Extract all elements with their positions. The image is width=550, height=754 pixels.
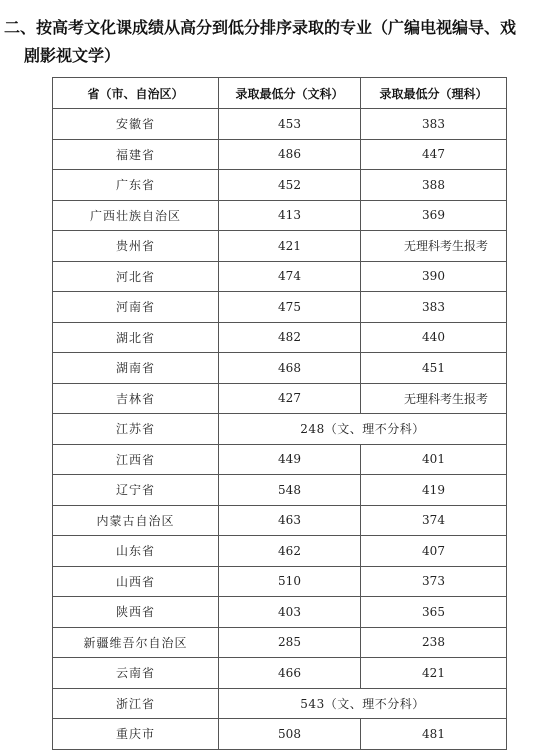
table-row — [53, 627, 507, 658]
table-row — [53, 383, 507, 414]
liberal-score-cell: 468 — [219, 353, 361, 384]
science-score-cell: 421 — [361, 658, 507, 689]
province-cell: 湖南省 — [53, 353, 219, 384]
province-cell: 广西壮族自治区 — [53, 200, 219, 231]
science-score-cell: 373 — [361, 566, 507, 597]
province-cell: 新疆维吾尔自治区 — [53, 627, 219, 658]
header-min-score-liberal: 录取最低分（文科） — [219, 78, 361, 109]
province-cell: 重庆市 — [53, 719, 219, 750]
science-score-cell: 238 — [361, 627, 507, 658]
province-cell: 江西省 — [53, 444, 219, 475]
science-score-cell: 383 — [361, 109, 507, 140]
liberal-score-cell: 285 — [219, 627, 361, 658]
province-cell: 陕西省 — [53, 597, 219, 628]
science-score-cell: 451 — [361, 353, 507, 384]
liberal-score-cell: 510 — [219, 566, 361, 597]
liberal-score-cell: 486 — [219, 139, 361, 170]
science-score-cell: 419 — [361, 475, 507, 506]
table-row — [53, 261, 507, 292]
combined-score-cell: 543（文、理不分科） — [219, 688, 507, 719]
liberal-score-cell: 413 — [219, 200, 361, 231]
science-score-cell: 无理科考生报考 — [361, 383, 507, 414]
table-row — [53, 231, 507, 262]
province-cell: 安徽省 — [53, 109, 219, 140]
liberal-score-cell: 482 — [219, 322, 361, 353]
section-heading-line-1: 二、按高考文化课成绩从高分到低分排序录取的专业（广编电视编导、戏 — [4, 18, 517, 37]
table-row — [53, 719, 507, 750]
table-row — [53, 475, 507, 506]
table-row — [53, 322, 507, 353]
province-cell: 山西省 — [53, 566, 219, 597]
liberal-score-cell: 508 — [219, 719, 361, 750]
table-body — [53, 109, 507, 750]
province-cell: 吉林省 — [53, 383, 219, 414]
science-score-cell: 374 — [361, 505, 507, 536]
table-row — [53, 688, 507, 719]
table-row — [53, 444, 507, 475]
science-score-cell: 383 — [361, 292, 507, 323]
province-cell: 广东省 — [53, 170, 219, 201]
province-cell: 辽宁省 — [53, 475, 219, 506]
combined-score-cell: 248（文、理不分科） — [219, 414, 507, 445]
section-heading-line-2: 剧影视文学） — [24, 46, 121, 65]
province-cell: 江苏省 — [53, 414, 219, 445]
table-row — [53, 292, 507, 323]
table-row — [53, 566, 507, 597]
province-cell: 山东省 — [53, 536, 219, 567]
province-cell: 云南省 — [53, 658, 219, 689]
science-score-cell: 407 — [361, 536, 507, 567]
liberal-score-cell: 474 — [219, 261, 361, 292]
header-province: 省（市、自治区） — [53, 78, 219, 109]
liberal-score-cell: 463 — [219, 505, 361, 536]
table-row — [53, 139, 507, 170]
science-score-cell: 369 — [361, 200, 507, 231]
science-score-cell: 481 — [361, 719, 507, 750]
science-score-cell: 390 — [361, 261, 507, 292]
table-row — [53, 170, 507, 201]
province-cell: 浙江省 — [53, 688, 219, 719]
liberal-score-cell: 421 — [219, 231, 361, 262]
table-row — [53, 536, 507, 567]
table-row — [53, 658, 507, 689]
science-score-cell: 无理科考生报考 — [361, 231, 507, 262]
science-score-cell: 447 — [361, 139, 507, 170]
liberal-score-cell: 403 — [219, 597, 361, 628]
liberal-score-cell: 475 — [219, 292, 361, 323]
table-header-row — [53, 78, 507, 109]
liberal-score-cell: 453 — [219, 109, 361, 140]
table-row — [53, 200, 507, 231]
table-row — [53, 414, 507, 445]
liberal-score-cell: 548 — [219, 475, 361, 506]
header-min-score-science: 录取最低分（理科） — [361, 78, 507, 109]
province-cell: 福建省 — [53, 139, 219, 170]
table-row — [53, 597, 507, 628]
table-row — [53, 353, 507, 384]
province-cell: 河南省 — [53, 292, 219, 323]
province-cell: 内蒙古自治区 — [53, 505, 219, 536]
province-cell: 湖北省 — [53, 322, 219, 353]
science-score-cell: 401 — [361, 444, 507, 475]
science-score-cell: 440 — [361, 322, 507, 353]
table-row — [53, 109, 507, 140]
table-row — [53, 505, 507, 536]
liberal-score-cell: 462 — [219, 536, 361, 567]
liberal-score-cell: 427 — [219, 383, 361, 414]
province-cell: 河北省 — [53, 261, 219, 292]
liberal-score-cell: 449 — [219, 444, 361, 475]
liberal-score-cell: 466 — [219, 658, 361, 689]
science-score-cell: 365 — [361, 597, 507, 628]
science-score-cell: 388 — [361, 170, 507, 201]
section-heading — [4, 14, 544, 70]
liberal-score-cell: 452 — [219, 170, 361, 201]
province-cell: 贵州省 — [53, 231, 219, 262]
admission-scores-table — [52, 77, 507, 750]
